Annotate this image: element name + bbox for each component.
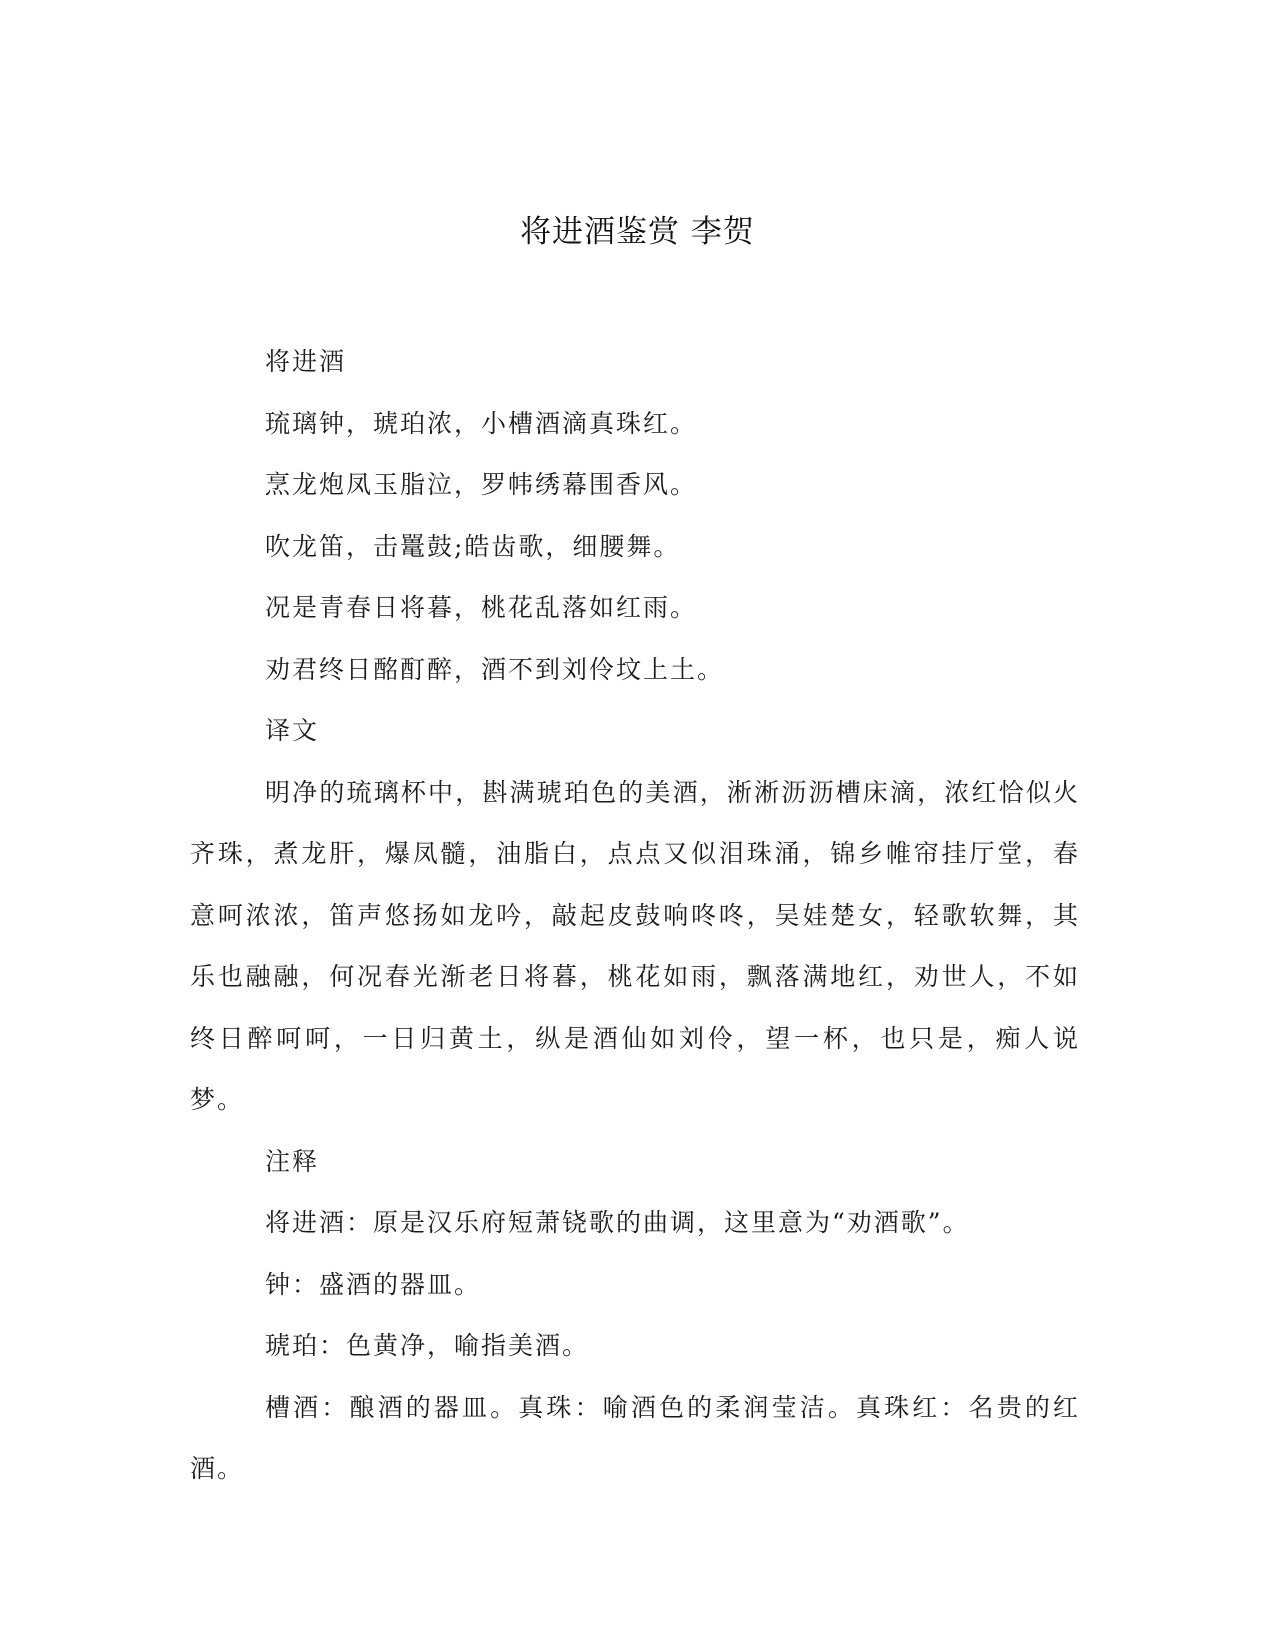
document-title: 将进酒鉴赏 李贺 <box>520 214 755 250</box>
document-body <box>190 331 1080 1500</box>
note-item: 槽酒：酿酒的器皿。真珠：喻酒色的柔润莹洁。真珠红：名贵的红酒。 <box>190 1392 1080 1483</box>
note-item: 将进酒：原是汉乐府短萧铙歌的曲调，这里意为“劝酒歌”。 <box>265 1208 970 1237</box>
poem-line: 烹龙炮凤玉脂泣，罗帏绣幕围香风。 <box>265 470 698 499</box>
poem-line: 琉璃钟，琥珀浓，小槽酒滴真珠红。 <box>265 408 698 438</box>
note-item: 钟：盛酒的器皿。 <box>265 1269 482 1299</box>
poem-line: 吹龙笛，击鼍鼓;皓齿歌，细腰舞。 <box>265 531 681 561</box>
notes-heading: 注释 <box>265 1146 320 1176</box>
poem-line: 劝君终日酩酊醉，酒不到刘伶坟上土。 <box>265 654 725 684</box>
poem-line: 况是青春日将暮，桃花乱落如红雨。 <box>265 593 698 622</box>
note-item: 琥珀：色黄净，喻指美酒。 <box>265 1331 590 1360</box>
translation-paragraph: 明净的琉璃杯中，斟满琥珀色的美酒，淅淅沥沥槽床滴，浓红恰似火齐珠，煮龙肝，爆凤髓，油脂白，点点又似泪珠涌，锦乡帷帘挂厅堂，春意呵浓浓，笛声悠扬如龙吟，敲起皮鼓响咚咚，吴娃楚女，轻歌软舞，其乐也融融，何况春光渐老日将暮，桃花如雨，飘落满地红，劝世人，不如终日醉呵呵，一日归黄土，纵是酒仙如刘伶，望一杯，也只是，痴人说梦。 <box>190 777 1080 1114</box>
poem-heading: 将进酒 <box>265 347 347 376</box>
translation-heading: 译文 <box>265 716 320 745</box>
